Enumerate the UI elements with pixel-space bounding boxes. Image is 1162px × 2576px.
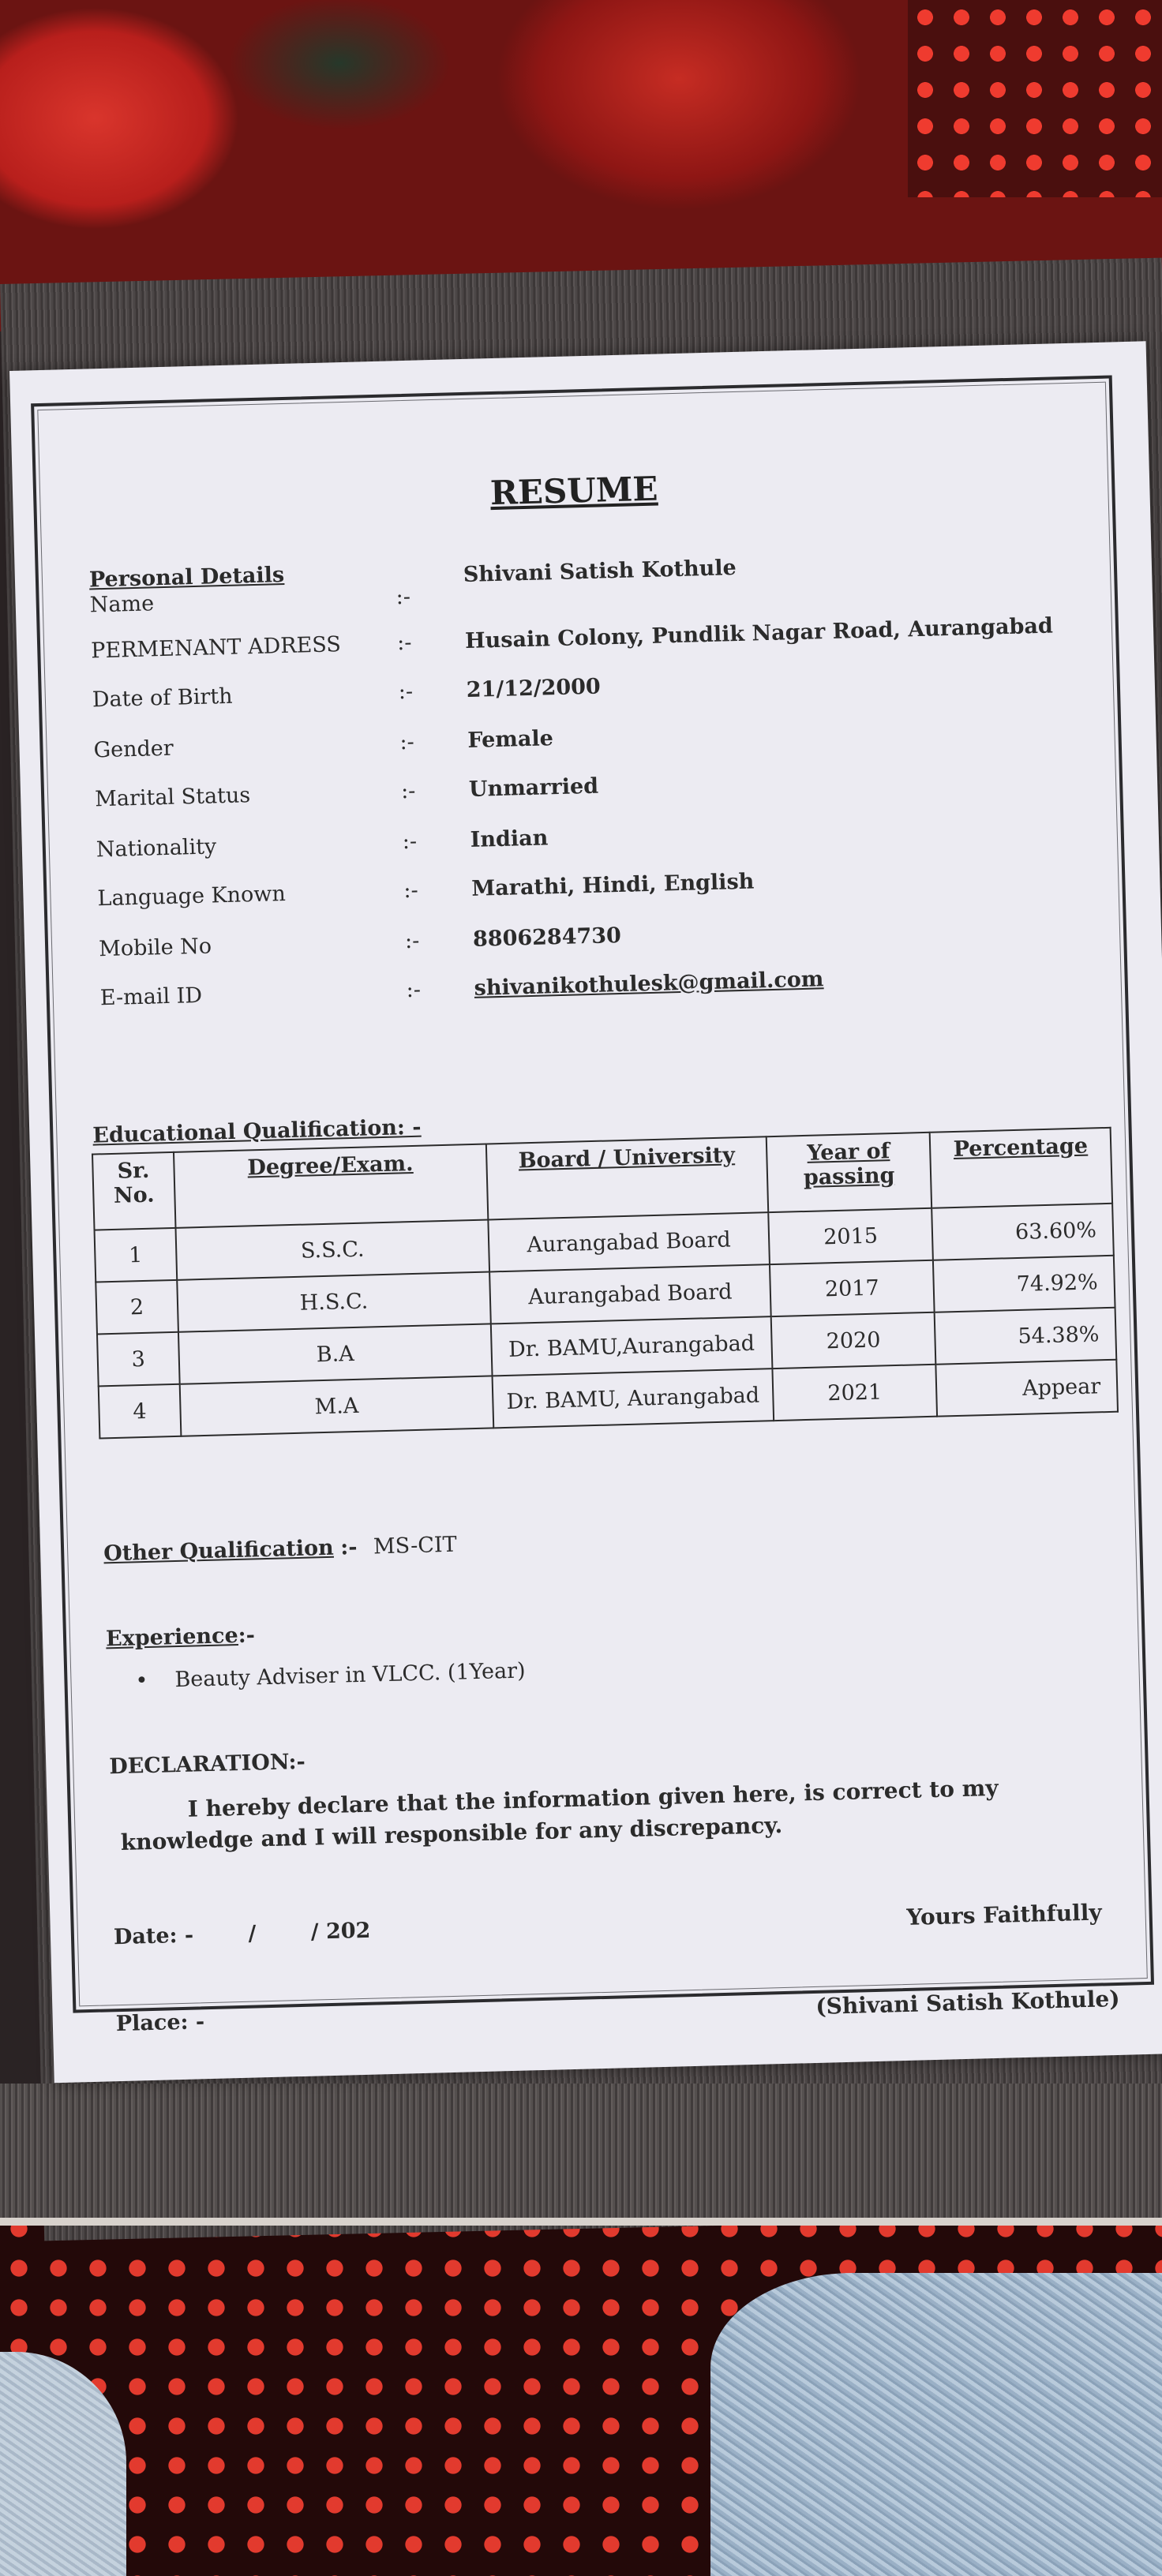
cell-percentage: 74.92% bbox=[933, 1256, 1115, 1312]
other-qualification-label: Other Qualification bbox=[103, 1535, 335, 1567]
cell-year: 2015 bbox=[768, 1208, 933, 1264]
cell-percentage: 54.38% bbox=[935, 1308, 1116, 1365]
column-header-degree: Degree/Exam. bbox=[174, 1144, 489, 1228]
column-header-year: Year of passing bbox=[766, 1133, 931, 1212]
experience-label: Experience bbox=[105, 1623, 239, 1652]
cell-year: 2020 bbox=[770, 1312, 935, 1368]
detail-value: Marathi, Hindi, English bbox=[470, 869, 755, 901]
cell-board: Aurangabad Board bbox=[489, 1264, 770, 1324]
cell-sr-no: 1 bbox=[95, 1228, 177, 1282]
cell-degree: M.A bbox=[179, 1376, 493, 1436]
detail-separator: :- bbox=[395, 584, 411, 610]
detail-separator: :- bbox=[400, 778, 416, 804]
cell-sr-no: 3 bbox=[97, 1332, 179, 1387]
cell-sr-no: 4 bbox=[99, 1384, 181, 1439]
detail-value: Husain Colony, Pundlik Nagar Road, Aurangabad bbox=[464, 613, 1054, 654]
detail-separator: :- bbox=[406, 977, 422, 1003]
resume-title: RESUME bbox=[489, 469, 659, 513]
background-polka-fabric bbox=[908, 0, 1162, 197]
cell-board: Dr. BAMU,Aurangabad bbox=[491, 1316, 772, 1376]
detail-separator: :- bbox=[398, 679, 414, 705]
resume-page bbox=[9, 341, 1162, 2083]
signature-name: (Shivani Satish Kothule) bbox=[815, 1985, 1120, 2020]
detail-label: Marital Status bbox=[94, 783, 251, 812]
detail-separator: :- bbox=[396, 630, 412, 656]
other-qualification-value: MS-CIT bbox=[373, 1532, 458, 1559]
detail-label: Gender bbox=[93, 736, 174, 763]
cell-sr-no: 2 bbox=[96, 1280, 178, 1335]
detail-separator: :- bbox=[403, 878, 419, 904]
detail-value: 8806284730 bbox=[472, 923, 622, 952]
declaration-text: I hereby declare that the information given here, is correct to my knowledge and I will responsible for any discrepancy. bbox=[120, 1774, 999, 1855]
detail-label: Nationality bbox=[96, 834, 217, 863]
experience-item-text: Beauty Adviser in VLCC. (1Year) bbox=[174, 1658, 526, 1693]
detail-value: Shivani Satish Kothule bbox=[463, 555, 737, 588]
date-label: Date: - bbox=[113, 1923, 194, 1950]
column-header-percentage: Percentage bbox=[930, 1128, 1112, 1208]
email-link[interactable]: shivanikothulesk@gmail.com bbox=[474, 967, 824, 1001]
detail-value: 21/12/2000 bbox=[466, 674, 602, 702]
detail-value: Indian bbox=[470, 826, 549, 852]
detail-label: Name bbox=[89, 591, 155, 618]
cell-board: Aurangabad Board bbox=[489, 1212, 770, 1271]
page-border bbox=[31, 375, 1154, 2037]
detail-label: E-mail ID bbox=[99, 983, 203, 1011]
cell-degree: B.A bbox=[178, 1324, 493, 1383]
detail-separator: :- bbox=[404, 928, 420, 954]
column-header-board: Board / University bbox=[486, 1136, 768, 1219]
cell-year: 2017 bbox=[770, 1260, 935, 1316]
detail-label: Language Known bbox=[97, 882, 287, 912]
bullet-icon: • bbox=[135, 1668, 148, 1694]
detail-separator: :- bbox=[402, 829, 418, 855]
detail-value: Unmarried bbox=[468, 773, 599, 802]
detail-label: PERMENANT ADRESS bbox=[90, 632, 342, 664]
education-heading: Educational Qualification: - bbox=[92, 1114, 422, 1148]
experience-heading bbox=[106, 1623, 256, 1651]
detail-value: Female bbox=[467, 726, 554, 753]
background-denim bbox=[710, 2273, 1162, 2576]
date-year: / 202 bbox=[310, 1918, 371, 1945]
file-folder-edge bbox=[0, 2084, 1162, 2226]
place-label: Place: - bbox=[115, 2009, 205, 2037]
detail-label: Date of Birth bbox=[92, 683, 233, 713]
cell-percentage: Appear bbox=[936, 1360, 1118, 1417]
personal-details-heading: Personal Details bbox=[88, 562, 285, 593]
cell-board: Dr. BAMU, Aurangabad bbox=[493, 1368, 774, 1428]
closing-text: Yours Faithfully bbox=[906, 1899, 1103, 1930]
date-slash: / bbox=[248, 1921, 257, 1946]
cell-degree: S.S.C. bbox=[175, 1219, 489, 1279]
cell-year: 2021 bbox=[772, 1365, 937, 1421]
experience-sep: :- bbox=[238, 1623, 256, 1648]
detail-separator: :- bbox=[399, 729, 415, 755]
detail-label: Mobile No bbox=[98, 934, 212, 962]
declaration-heading: DECLARATION:- bbox=[108, 1749, 306, 1780]
cell-degree: H.S.C. bbox=[177, 1271, 491, 1331]
cell-percentage: 63.60% bbox=[932, 1204, 1114, 1260]
other-qualification-sep: :- bbox=[339, 1534, 358, 1560]
education-table bbox=[92, 1127, 1119, 1440]
column-header-sr-no: Sr. No. bbox=[92, 1152, 175, 1230]
